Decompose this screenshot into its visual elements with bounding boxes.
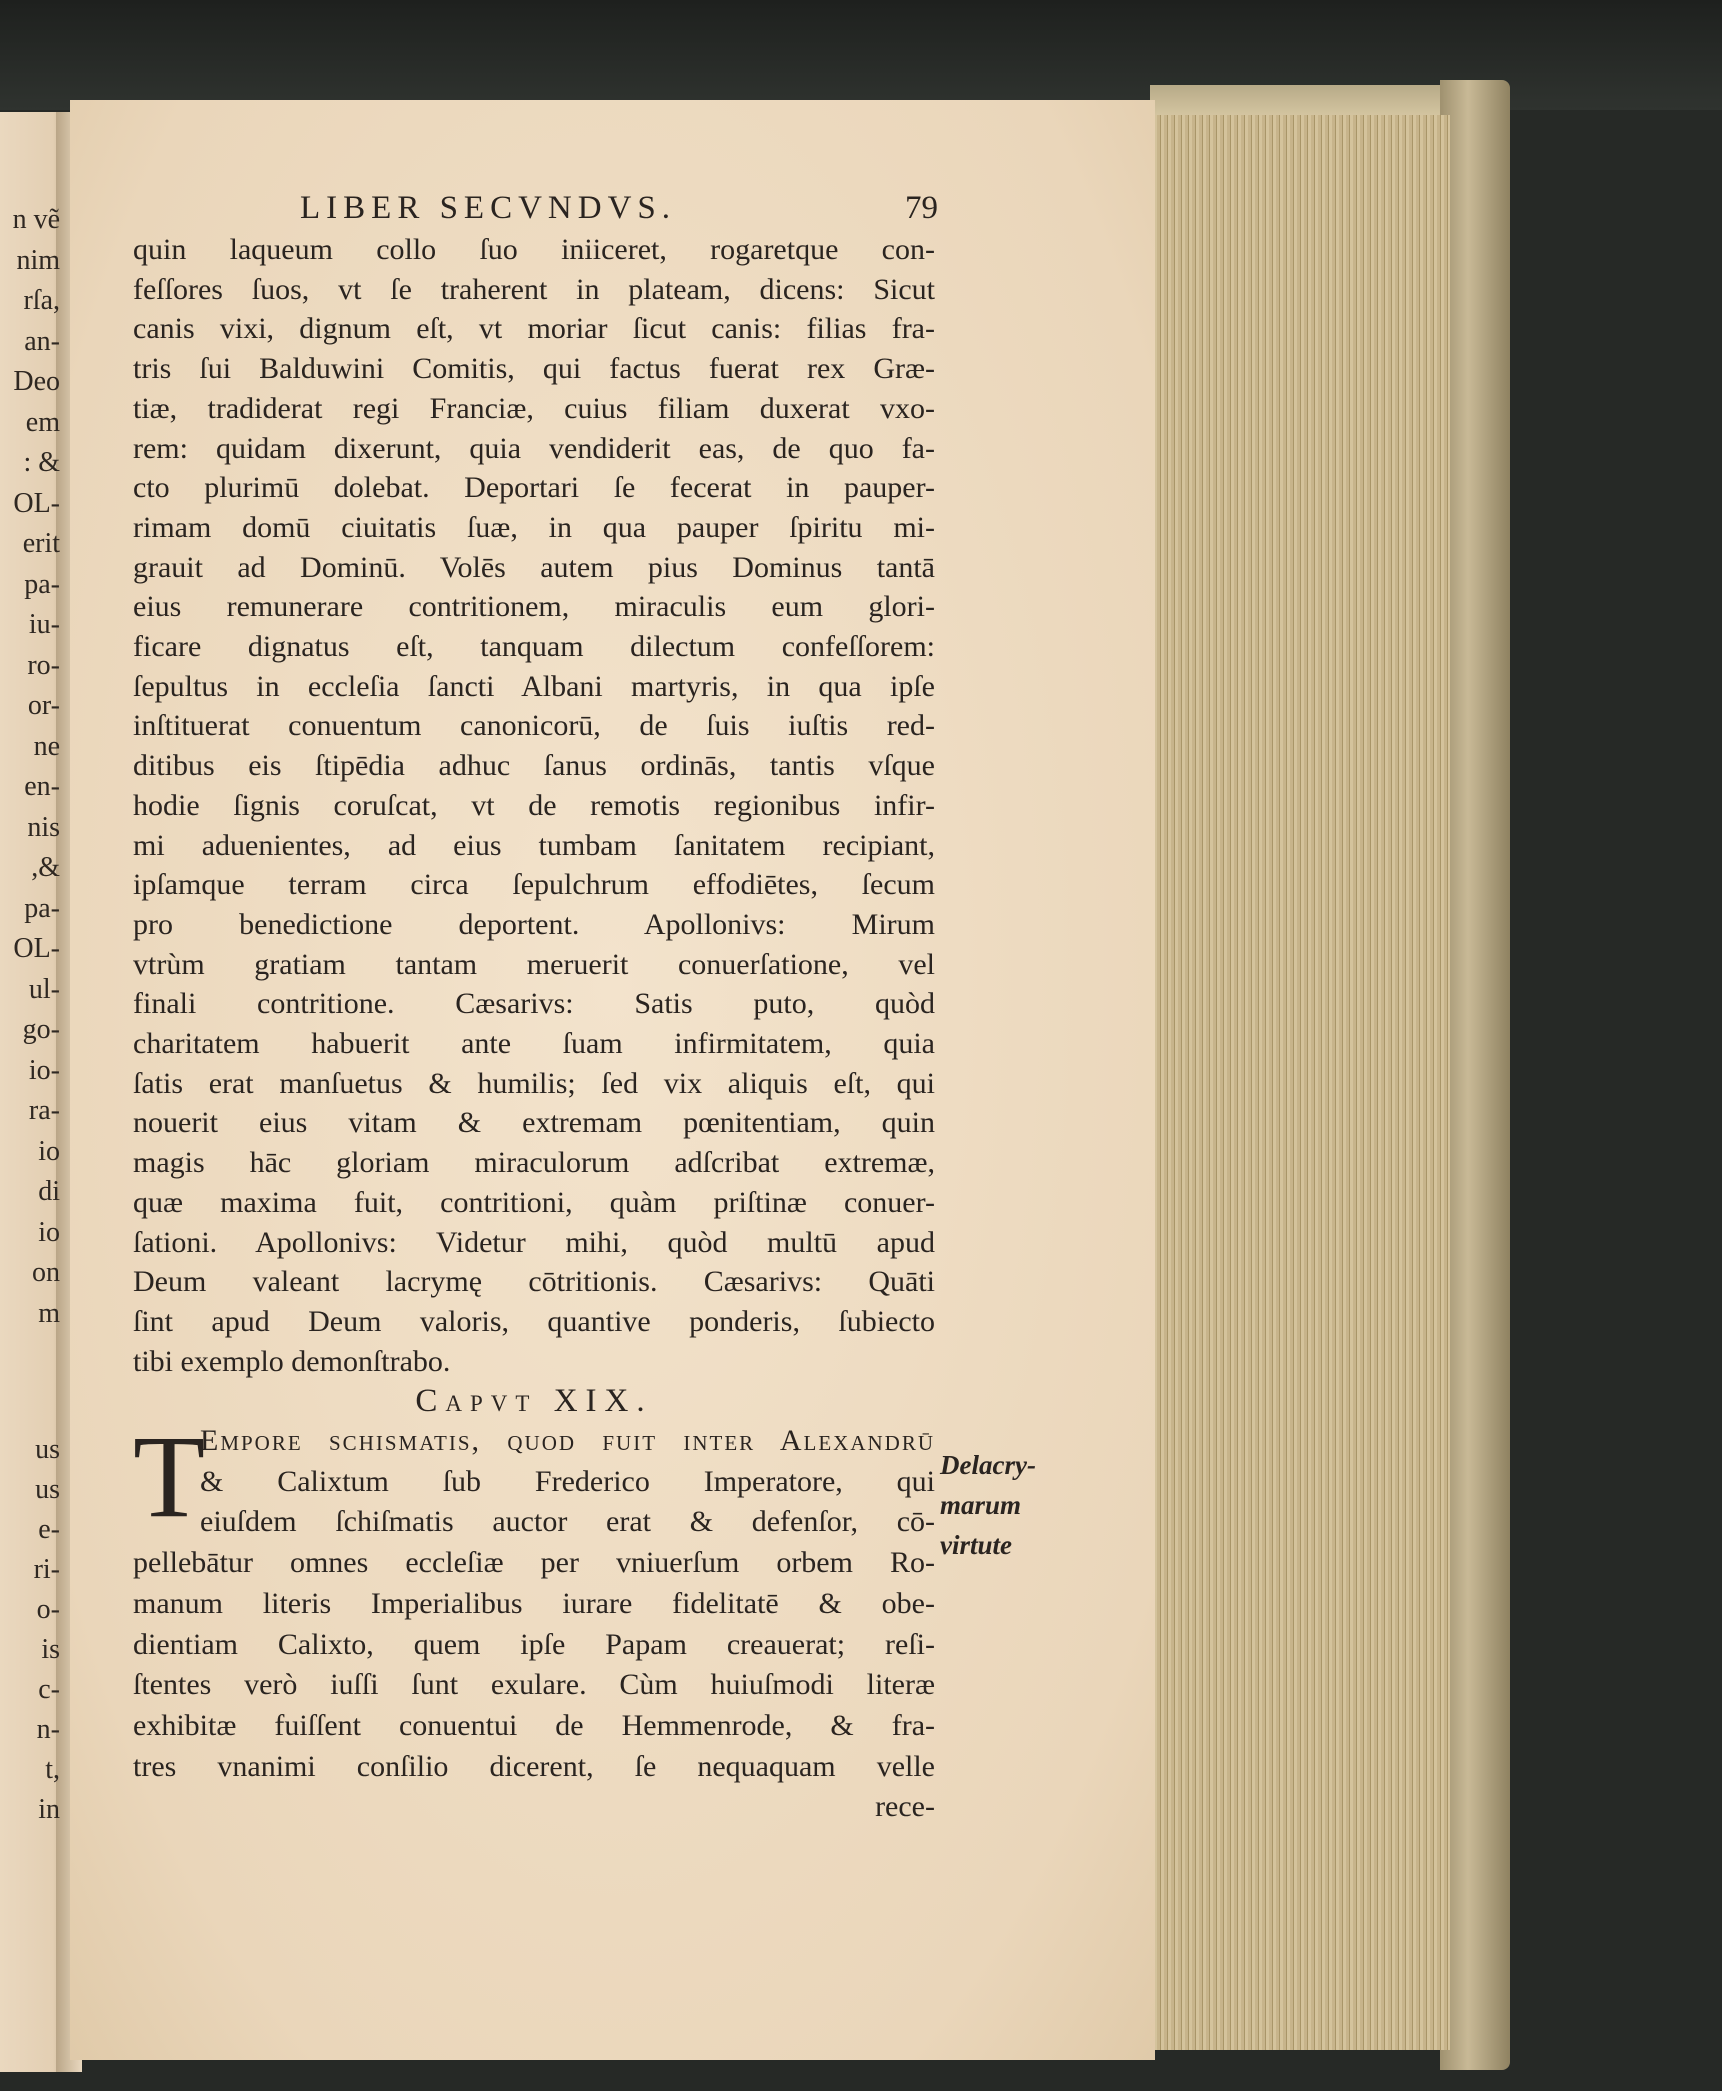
- text-line: [0, 1750, 60, 1790]
- text-line: [133, 349, 935, 389]
- text-line: [133, 468, 935, 508]
- line-text: finali contritione. Cæsarivs: Satis puto, quòd: [133, 987, 935, 1021]
- text-line: [0, 565, 60, 605]
- text-line: [133, 1625, 935, 1665]
- text-line: [0, 281, 60, 321]
- text-line: [0, 605, 60, 645]
- chapter-heading: Capvt XIX.: [415, 1383, 653, 1419]
- text-line: [940, 1485, 1021, 1525]
- text-line: [0, 1010, 60, 1050]
- line-text: on: [32, 1257, 60, 1288]
- text-line: [0, 362, 60, 402]
- line-text: ſationi. Apollonivs: Videtur mihi, quòd multū apud: [133, 1225, 935, 1259]
- line-text: pa-: [24, 568, 60, 600]
- line-text: n-: [36, 1714, 60, 1745]
- text-line: [133, 1787, 935, 1827]
- line-text: exhibitæ fuiſſent conuentui de Hemmenrode, & fra-: [133, 1708, 935, 1742]
- line-text: io-: [28, 1054, 60, 1086]
- text-line: [133, 667, 935, 707]
- line-text: t,: [45, 1754, 60, 1785]
- line-text: rem: quidam dixerunt, quia vendiderit eas, de quo fa-: [133, 431, 935, 465]
- text-line: [133, 945, 935, 985]
- line-text: charitatem habuerit ante ſuam infirmitatem, quia: [133, 1027, 935, 1060]
- text-line: [133, 984, 935, 1024]
- text-line: [0, 1710, 60, 1750]
- line-text: tres vnanimi conſilio dicerent, ſe nequaquam velle: [133, 1749, 935, 1783]
- text-line: [133, 1223, 935, 1263]
- text-line: [133, 270, 935, 310]
- line-text: pa-: [24, 892, 60, 924]
- text-line: [0, 524, 60, 564]
- line-text: virtute: [940, 1530, 1012, 1560]
- line-text: Deum valeant lacrymę cōtritionis. Cæsarivs: Quāti: [133, 1265, 935, 1299]
- line-text: pro benedictione deportent. Apollonivs: Mirum: [133, 907, 935, 941]
- line-text: tris ſui Balduwini Comitis, qui factus fuerat rex Græ-: [133, 352, 935, 386]
- line-text: or-: [27, 690, 60, 721]
- text-line: [0, 767, 60, 807]
- running-title: LIBER SECVNDVS.: [300, 190, 677, 226]
- text-line: [133, 1543, 935, 1583]
- text-line: [0, 200, 60, 240]
- line-text: us: [35, 1434, 60, 1465]
- text-line: [0, 1253, 60, 1293]
- line-text: ri-: [33, 1554, 60, 1585]
- line-text: an-: [24, 325, 60, 357]
- line-text: is: [41, 1634, 60, 1665]
- line-text: grauit ad Dominū. Volēs autem pius Dominus tantā: [133, 550, 935, 584]
- line-text: eiuſdem ſchiſmatis auctor erat & defenſor, cō-: [200, 1505, 935, 1539]
- text-line: [133, 786, 935, 826]
- text-line: [0, 322, 60, 362]
- line-text: manum literis Imperialibus iurare fidelitatē & obe-: [133, 1586, 935, 1620]
- text-line: [0, 1550, 60, 1590]
- page-fore-edge: [1150, 115, 1450, 2050]
- book-cover-edge: [1440, 80, 1510, 2070]
- line-text: en-: [24, 771, 60, 802]
- text-line: [133, 1342, 935, 1382]
- text-line: [0, 1630, 60, 1670]
- line-text: ficare dignatus eſt, tanquam dilectum confeſſorem:: [133, 630, 935, 663]
- text-line: [133, 587, 935, 627]
- text-line: [0, 929, 60, 969]
- line-text: nim: [16, 244, 60, 276]
- text-line: [133, 826, 935, 866]
- text-line: [133, 309, 935, 349]
- line-text: & Calixtum ſub Frederico Imperatore, qui: [200, 1464, 935, 1498]
- line-text: ro-: [27, 649, 60, 681]
- text-line: [0, 443, 60, 483]
- text-line: [0, 1470, 60, 1510]
- text-line: [133, 1183, 935, 1223]
- text-line: [133, 429, 935, 469]
- line-text: OL-: [13, 933, 60, 964]
- line-text: c-: [38, 1674, 60, 1705]
- line-text: io: [38, 1216, 60, 1248]
- line-text: ſint apud Deum valoris, quantive ponderis, ſubiecto: [133, 1304, 935, 1338]
- line-text: tibi exemplo demonſtrabo.: [133, 1344, 451, 1378]
- drop-cap: T: [133, 1411, 206, 1542]
- text-line: [133, 865, 935, 905]
- text-line: [0, 1790, 60, 1830]
- text-line: [200, 1502, 935, 1542]
- text-line: [133, 1665, 935, 1705]
- text-line: [133, 746, 935, 786]
- text-line: [0, 646, 60, 686]
- line-text: quæ maxima fuit, contritioni, quàm priſtinæ conuer-: [133, 1185, 935, 1219]
- line-text: n vẽ: [12, 204, 60, 235]
- line-text: nis: [27, 811, 60, 843]
- line-text: : &: [23, 447, 60, 478]
- line-text: iu-: [28, 609, 60, 640]
- text-line: [133, 1747, 935, 1787]
- line-text: cto plurimū dolebat. Deportari ſe fecerat in pauper-: [133, 471, 935, 505]
- text-line: [0, 808, 60, 848]
- text-line: [0, 889, 60, 929]
- text-line: [133, 1064, 935, 1104]
- page-number: 79: [905, 190, 938, 226]
- text-line: [940, 1525, 1012, 1565]
- line-text: Empore ſchiſmatis, quod fuit inter Alexandrū: [200, 1424, 935, 1457]
- line-text: ſepultus in eccleſia ſancti Albani martyris, in qua ipſe: [133, 669, 935, 703]
- line-text: rimam domū ciuitatis ſuæ, in qua pauper ſpiritu mi-: [133, 510, 935, 544]
- text-line: [0, 1590, 60, 1630]
- line-text: quin laqueum collo ſuo iniiceret, rogaretque con-: [133, 233, 935, 266]
- line-text: ne: [33, 730, 60, 762]
- text-line: [0, 1132, 60, 1172]
- text-line: [0, 848, 60, 888]
- text-line: [0, 686, 60, 726]
- text-line: [0, 1091, 60, 1131]
- line-text: us: [35, 1474, 60, 1505]
- text-line: [133, 389, 935, 429]
- text-line: [0, 1213, 60, 1253]
- text-line: [200, 1462, 935, 1502]
- line-text: ditibus eis ſtipēdia adhuc ſanus ordinās, tantis vſque: [133, 749, 935, 783]
- text-line: [0, 1294, 60, 1334]
- line-text: ſtentes verò iuſſi ſunt exulare. Cùm huiuſmodi literæ: [133, 1668, 935, 1702]
- line-text: ul-: [28, 973, 60, 1005]
- line-text: e-: [38, 1514, 60, 1545]
- text-line: [0, 1670, 60, 1710]
- text-line: [0, 403, 60, 443]
- line-text: in: [38, 1794, 60, 1825]
- line-text: nouerit eius vitam & extremam pœnitentiam, quin: [133, 1106, 935, 1140]
- text-line: [133, 1584, 935, 1624]
- text-line: [940, 1445, 1036, 1485]
- line-text: ,&: [31, 852, 60, 883]
- text-line: [0, 241, 60, 281]
- line-text: pellebātur omnes eccleſiæ per vniuerſum orbem Ro-: [133, 1546, 935, 1580]
- line-text: Deo: [13, 366, 60, 397]
- line-text: ra-: [28, 1095, 60, 1126]
- line-text: mi aduenientes, ad eius tumbam ſanitatem recipiant,: [133, 828, 935, 862]
- line-text: em: [25, 406, 60, 438]
- line-text: canis vixi, dignum eſt, vt moriar ſicut canis: filias fra-: [133, 312, 935, 346]
- line-text: feſſores ſuos, vt ſe traherent in plateam, dicens: Sicut: [133, 272, 935, 306]
- line-text: eius remunerare contritionem, miraculis eum glori-: [133, 590, 935, 624]
- text-line: [133, 1103, 935, 1143]
- text-line: [133, 706, 935, 746]
- line-text: ipſamque terram circa ſepulchrum effodiētes, ſecum: [133, 868, 935, 902]
- text-line: [133, 1262, 935, 1302]
- line-text: vtrùm gratiam tantam meruerit conuerſatione, vel: [133, 947, 935, 981]
- line-text: erit: [22, 528, 60, 559]
- text-line: [0, 1051, 60, 1091]
- text-line: [133, 1143, 935, 1183]
- text-line: [133, 1302, 935, 1342]
- line-text: hodie ſignis coruſcat, vt de remotis regionibus infir-: [133, 788, 935, 822]
- line-text: inſtituerat conuentum canonicorū, de ſuis iuſtis red-: [133, 709, 935, 743]
- line-text: di: [38, 1176, 60, 1207]
- text-line: [133, 905, 935, 945]
- text-line: [133, 548, 935, 588]
- line-text: Delacry-: [940, 1450, 1036, 1480]
- line-text: o-: [36, 1594, 60, 1625]
- text-line: [0, 970, 60, 1010]
- line-text: go-: [22, 1014, 60, 1045]
- text-line: [0, 484, 60, 524]
- line-text: dientiam Calixto, quem ipſe Papam creauerat; reſi-: [133, 1627, 935, 1661]
- line-text: io: [38, 1135, 60, 1167]
- text-line: [133, 508, 935, 548]
- text-line: [0, 727, 60, 767]
- line-text: m: [38, 1297, 60, 1329]
- line-text: ſatis erat manſuetus & humilis; ſed vix aliquis eſt, qui: [133, 1066, 935, 1100]
- line-text: OL-: [13, 487, 60, 519]
- text-line: [133, 230, 935, 270]
- line-text: tiæ, tradiderat regi Franciæ, cuius filiam duxerat vxo-: [133, 391, 935, 425]
- line-text: marum: [940, 1490, 1022, 1520]
- text-line: [133, 1706, 935, 1746]
- line-text: magis hāc gloriam miraculorum adſcribat extremæ,: [133, 1146, 935, 1180]
- text-line: [0, 1430, 60, 1470]
- text-line: [133, 1024, 935, 1064]
- text-line: [0, 1172, 60, 1212]
- line-text: rſa,: [23, 285, 60, 316]
- text-line: [0, 1510, 60, 1550]
- text-line: [200, 1421, 935, 1461]
- text-line: [133, 627, 935, 667]
- line-text: rece-: [875, 1790, 935, 1824]
